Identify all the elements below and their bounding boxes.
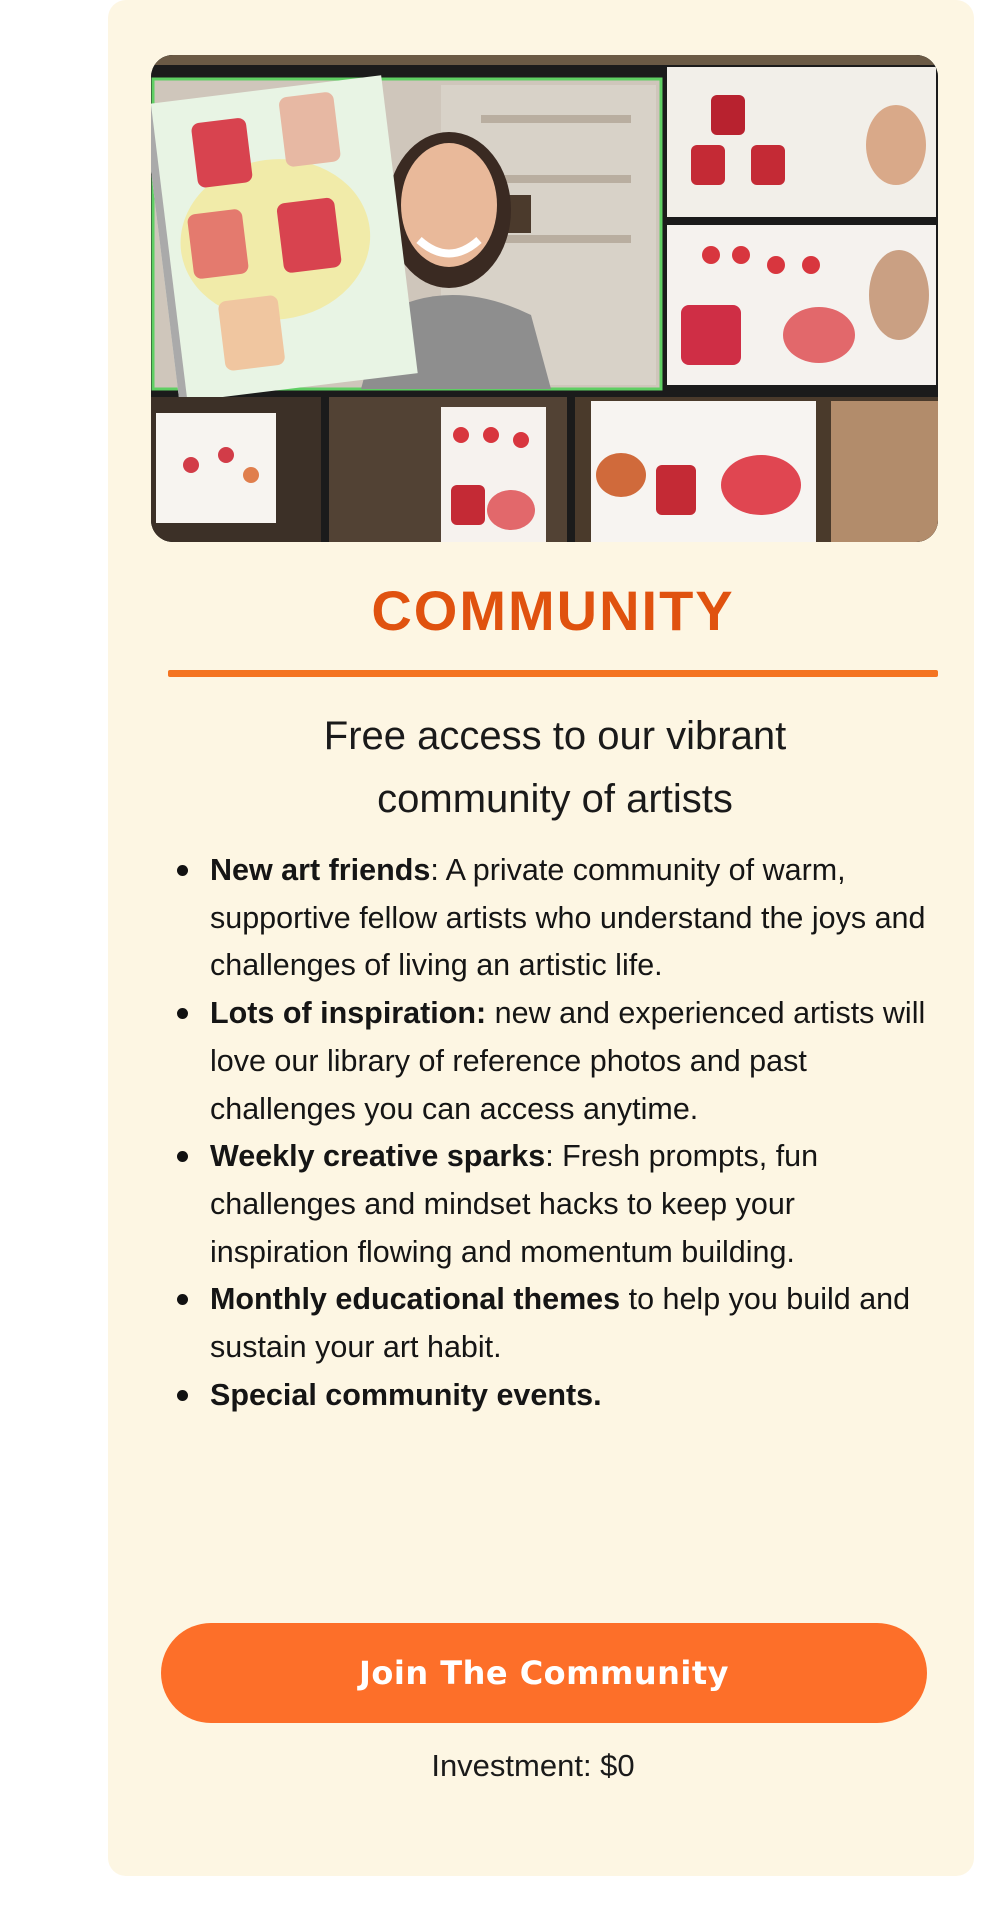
benefit-text: : A private community of warm, supportive fellow artists who understand the joys and challenges of living an artistic life. [210, 853, 926, 983]
bullet-icon [177, 1294, 188, 1305]
title-divider [168, 670, 938, 677]
bullet-icon [177, 1008, 188, 1019]
section-title: COMMUNITY [371, 579, 735, 642]
benefits-list [168, 847, 928, 1419]
benefit-title: Special community events. [210, 1377, 602, 1412]
bullet-icon [177, 1151, 188, 1162]
benefit-title: Monthly educational themes [210, 1282, 621, 1317]
benefit-title: Lots of inspiration: [210, 996, 487, 1031]
section-subtitle [200, 705, 910, 831]
investment-price: Investment: $0 [431, 1748, 635, 1783]
benefit-text: to help you build and sustain your art habit. [210, 1282, 911, 1365]
benefit-item-lots-of-inspiration [168, 990, 928, 1133]
community-photo-collage [151, 55, 938, 542]
benefit-title: New art friends [210, 853, 431, 887]
join-community-button[interactable]: Join The Community [161, 1623, 927, 1723]
benefit-item-special-community-events [168, 1372, 928, 1420]
benefit-item-new-art-friends [168, 847, 928, 990]
benefit-title: Weekly creative sparks [210, 1139, 546, 1174]
subtitle-line-1: Free access to our vibrant [323, 714, 787, 758]
benefit-item-monthly-educational-themes [168, 1276, 928, 1371]
benefit-text: new and experienced artists will love our library of reference photos and past challenges you can access anytime. [210, 996, 926, 1126]
bullet-icon [177, 1390, 188, 1401]
subtitle-line-2: community of artists [377, 777, 733, 821]
bullet-icon [177, 865, 188, 876]
benefit-text: : Fresh prompts, fun challenges and mindset hacks to keep your inspiration flowing and momentum building. [210, 1139, 819, 1269]
benefit-item-weekly-creative-sparks [168, 1133, 928, 1276]
